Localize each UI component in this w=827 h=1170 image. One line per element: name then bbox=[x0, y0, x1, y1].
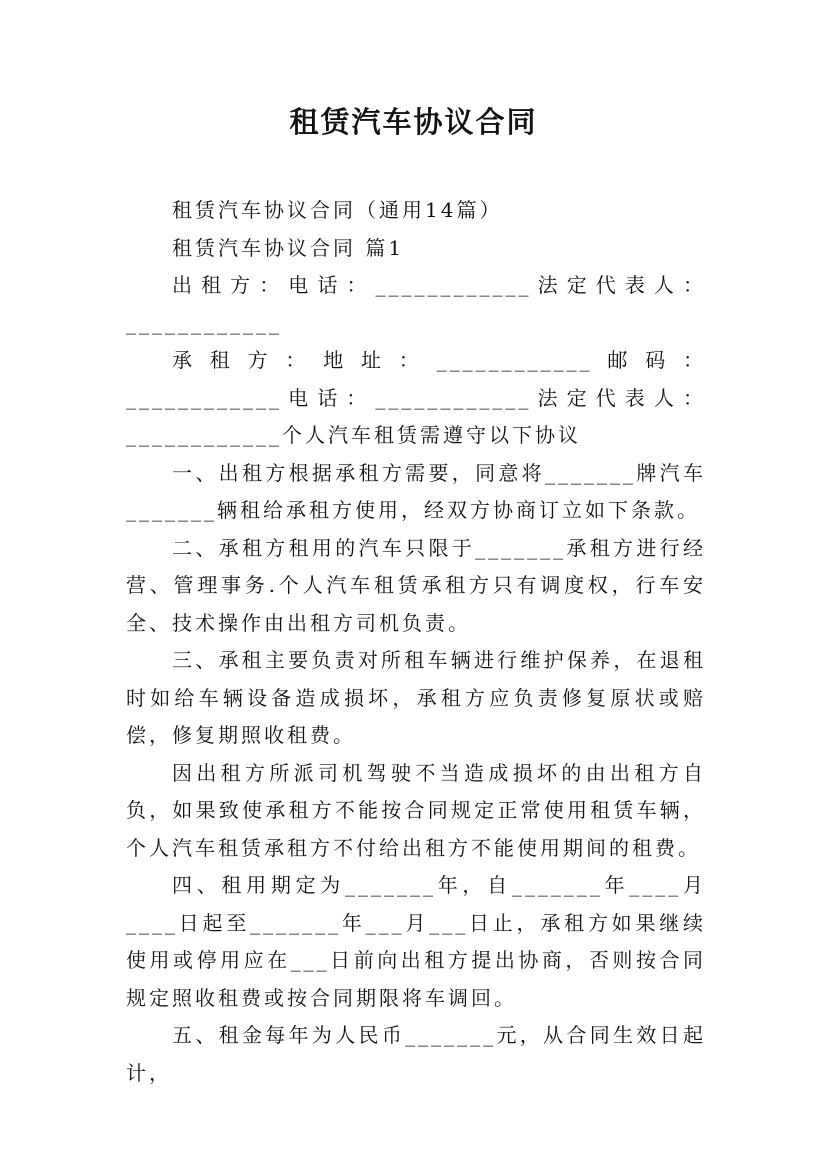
paragraph-lessee: 承租方：地址：____________邮码：____________电话：____________法定代表人：____________个人汽车租赁需遵守以下协议 bbox=[126, 348, 706, 447]
paragraph-lessor: 出租方：电话：____________法定代表人：____________ bbox=[126, 273, 706, 335]
paragraph-clause-5: 五、租金每年为人民币_______元，从合同生效日起计， bbox=[126, 1023, 706, 1085]
paragraph-clause-3: 三、承租主要负责对所租车辆进行维护保养，在退租时如给车辆设备造成损坏，承租方应负责修复原状或赔偿，修复期照收租费。 bbox=[126, 648, 706, 747]
paragraph-chapter-title: 租赁汽车协议合同 篇1 bbox=[172, 235, 405, 260]
paragraph-series-title: 租赁汽车协议合同（通用14篇） bbox=[172, 198, 503, 222]
document-title: 租赁汽车协议合同 bbox=[289, 105, 538, 139]
paragraph-clause-2: 二、承租方租用的汽车只限于_______承租方进行经营、管理事务.个人汽车租赁承租方只有调度权，行车安全、技术操作由出租方司机负责。 bbox=[126, 535, 706, 635]
paragraph-clause-4: 四、租用期定为_______年，自_______年____月____日起至_______年___月___日止，承租方如果继续使用或停用应在___日前向出租方提出协商，否则按合同规定照收租费或按合同期限将车调回。 bbox=[126, 873, 706, 1010]
document-body bbox=[126, 192, 706, 1092]
paragraph-clause-3-note: 因出租方所派司机驾驶不当造成损坏的由出租方自负，如果致使承租方不能按合同规定正常使用租赁车辆，个人汽车租赁承租方不付给出租方不能使用期间的租费。 bbox=[126, 760, 706, 860]
paragraph-clause-1: 一、出租方根据承租方需要，同意将_______牌汽车_______辆租给承租方使用，经双方协商订立如下条款。 bbox=[126, 460, 706, 522]
